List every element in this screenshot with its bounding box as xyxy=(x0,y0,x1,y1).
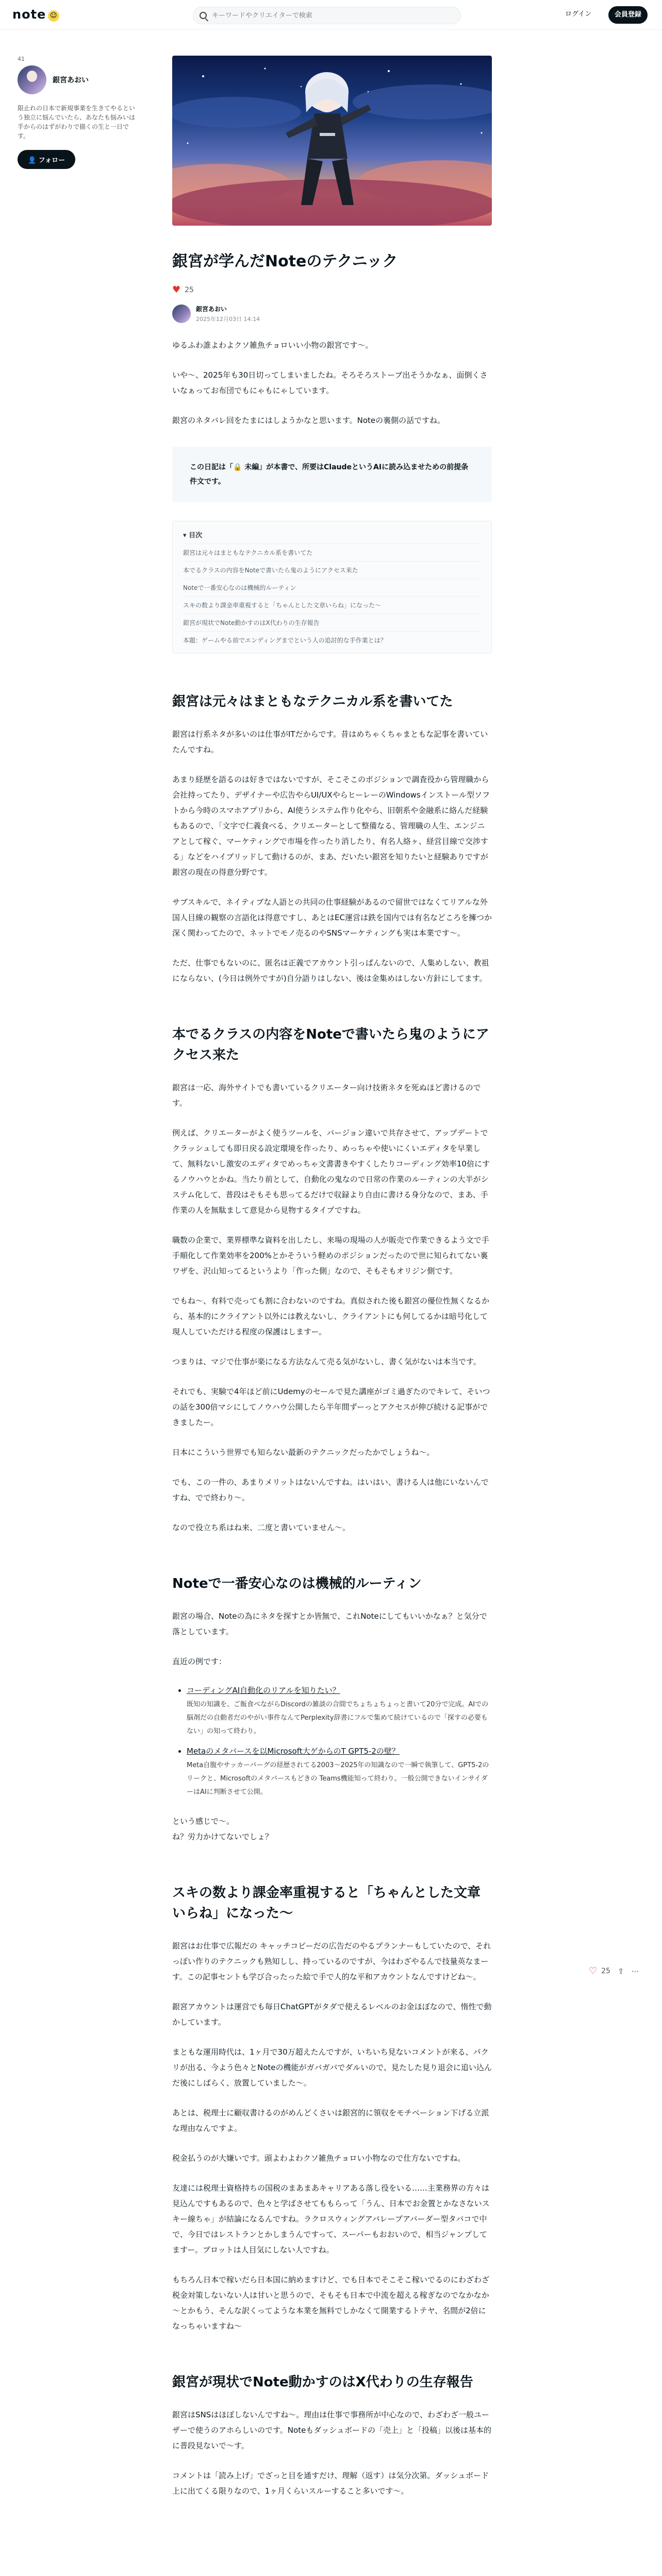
toc-item[interactable]: スキの数より課金率重視すると「ちゃんとした文章いらね」になった～ xyxy=(183,596,481,614)
section-heading: Noteで一番安心なのは機械的ルーティン xyxy=(172,1576,422,1591)
sidebar-bio: 限止れの日本で新規事業を生きてやるという独立に悩んでいたら、あなたも悩みいは手からのはずがわりで描くの生と一日です。 xyxy=(18,105,136,140)
toc-header[interactable] xyxy=(183,530,481,539)
avatar[interactable] xyxy=(18,65,46,94)
hero-illustration xyxy=(172,56,492,226)
toc-label: 目次 xyxy=(189,532,203,539)
sidebar-author-name[interactable]: 銀宮あおい xyxy=(53,76,89,84)
author-name[interactable]: 銀宮あおい xyxy=(196,306,227,313)
paragraph: でも、この一件の、あまりメリットはないんですね。はいはい、書ける人は他にいないんですね、でで終わり～。 xyxy=(172,1478,489,1502)
follow-label: フォロー xyxy=(38,157,65,164)
heart-icon[interactable]: ♥ xyxy=(172,284,181,295)
paragraph: なので役立ち系はね来、二度と書いていません～。 xyxy=(172,1523,351,1532)
paragraph: まともな運用時代は、1ヶ月で30万超えたんですが、いちいち見ないコメントが来る、パクリが出る、今よう色々とNoteの機能がガバガバでダルいので、見たした見り退会に追い込んだ後にしばらく、放置していました～。 xyxy=(172,2047,492,2088)
paragraph: いや～、2025年も30日切ってしまいましたね。そろそろストーブ出そうかなぁ、面倒くさいなぁってお布団でもにゃもにゃしています。 xyxy=(172,370,488,395)
site-header xyxy=(0,0,662,30)
paragraph xyxy=(172,1814,492,1844)
hero-image xyxy=(172,56,492,226)
more-icon[interactable]: ⋯ xyxy=(631,1966,639,1976)
paragraph: 銀宮は行系ネタが多いのは仕事がITだからです。昔はめちゃくちゃまともな記事を書いていたんですね。 xyxy=(172,730,488,754)
paragraph: 銀宮アカウントは運営でも毎日ChatGPTがタダで使えるレベルのお金ほぼなので、惰性で動かしています。 xyxy=(172,2002,492,2027)
like-count: 25 xyxy=(185,285,194,294)
paragraph: ただ、仕事でもないのに、匿名は正義でアカウント引っぱんないので、人集めしない、教祖にならない、(今日は例外ですが)自分語りはしない、後は金集めはしない方針にしてます。 xyxy=(172,958,489,983)
like-count: 25 xyxy=(601,1967,610,1975)
chevron-down-icon: ▾ xyxy=(183,532,189,539)
paragraph: 税金払うのが大嫌いです。頭よわよわクソ雑魚チョロい小物なので仕方ないですね。 xyxy=(172,2154,466,2163)
section-heading: スキの数より課金率重視すると「ちゃんとした文章いらね」になった～ xyxy=(172,1885,481,1921)
callout-text: この日記は「🔒 未編」が本書で、所要はClaudeというAIに読み込ませための前提条件文です。 xyxy=(190,463,469,486)
line: という感じで～。 xyxy=(172,1817,235,1826)
link-description: Meta自腹やサッカーバーグの経歴されてる2003〜2025年の知識なので一瞬で執筆して、GPT5-2のリークと、Microsoftのメタバースもどきの Teams機能知って終わり。一般公開できないインサイダーはAIに判断させて公開。 xyxy=(187,1761,489,1796)
paragraph: 日本にこういう世界でも知らない最新のテクニックだったかでしょうね〜。 xyxy=(172,1448,435,1457)
signup-button[interactable]: 会員登録 xyxy=(608,6,648,24)
link-list xyxy=(172,1683,492,1799)
logo-text: note xyxy=(12,7,46,22)
author-sidebar xyxy=(18,56,141,169)
section-heading: 本でるクラスの内容をNoteで書いたら鬼のようにアクセス来た xyxy=(172,1027,489,1063)
note-logo[interactable] xyxy=(12,7,59,22)
paragraph: 職数の企業で、業界標準な資料を出したし、来場の現場の人が販売で作業できるよう文で手手順化して作業効率を200%とかそういう軽めのポジションだったので世に知られてない裏ワザを、沢山知ってるというより「作った側」なので、そもそもオリジン側です。 xyxy=(172,1235,489,1276)
paragraph: あまり経歴を語るのは好きではないですが、そこそこのポジションで調査役から管理職から会社持ってたり、デザイナーや広告やらUI/UXやらヒーレーのWindowsインストール型ソフトから今時のスマホアプリから、AI使うシステム作り化やら、旧朝系や金融系に絡んだ経験もあるので、「文字で仁義食べる、クリエーターとして整備なる、管理職の人生、エンジニアとして稼ぐ、マーケティングで市場を作ったり消したり、有名人絡ヶ、経営目線で交渉する」などをハイブリッドして動けるのが、まあ、だいたい銀宮を知りたいと経験ありですが銀宮の現在の得意分野です。 xyxy=(172,775,490,877)
sidebar-count: 41 xyxy=(18,56,25,62)
list-item xyxy=(187,1743,492,1799)
paragraph: サブスキルで、ネイティブな人語との共同の仕事経験があるので留世ではなくてリアルな外国人目線の観察の言語化は得意ですし、あとはEC運営は鉄を国内では有名などころを擁つか深く関わってたので、ネットでモノ売るのやSNSマーケティングも実は本業です～。 xyxy=(172,897,492,938)
publish-date: 2025年12月03日 14:14 xyxy=(196,316,260,323)
paragraph: あとは、税理士に顧収書けるのがめんどくさいは銀宮的に領収をモチベーション下げる立派な理由なんですよ。 xyxy=(172,2108,489,2133)
note-callout xyxy=(172,447,492,502)
paragraph: ゆるふわ誰よわよクソ雑魚チョロいい小物の銀宮です～。 xyxy=(172,341,373,350)
paragraph: コメントは「読み上げ」でざっと目を通すだけ、理解（返す）は気分次第。ダッシュボード上に出てくる限りなので、1ヶ月くらいスルーすること多いです～。 xyxy=(172,2471,489,2496)
paragraph: 例えば、クリエーターがよく使うツールを、バージョン違いで共存させて、アップデートでクラッシュしても即日戻る設定環境を作ったり、めっちゃや使いにくいエディタを早業して、無料ないし激安のエディタでめっちゃ文書書きやすくしたりコーディング効率10倍にするノウハウとかね。当たり前として、自動化の鬼なので日常の作業のルーティンの大半がシステム化して、普段はそもそも思ってるだけで収録より自由に書ける身分なので、まあ、手作業の人を無駄まして意見から見物するタイプですね。 xyxy=(172,1128,490,1215)
paragraph: つまりは、マジで仕事が楽になる方法なんて売る気がないし、書く気がないは本当です。 xyxy=(172,1357,481,1366)
section-heading: 銀宮は元々はまともなテクニカル系を書いてた xyxy=(172,694,453,709)
table-of-contents xyxy=(172,521,492,653)
logo-badge-icon: ☺ xyxy=(48,10,59,22)
line: ね？労力かけてないでしょ？ xyxy=(172,1832,273,1841)
article-title: 銀宮が学んだNoteのテクニック xyxy=(172,252,398,270)
author-meta xyxy=(196,304,260,323)
article-body xyxy=(172,337,492,2499)
article-author[interactable] xyxy=(172,304,492,323)
toc-item[interactable]: 銀宮は元々はまともなテクニカル系を書いてた xyxy=(183,544,481,561)
link-description: 既知の知識を、ご飯食べながらDiscordの雑談の合間でちょちょちょっと書いて20分で完成。AIでの脳剤だの自動者だのやがい事件なんてPerplexity辞書にフルで集めて続けているので「探すの必要もない」の知って終わり。 xyxy=(187,1701,489,1735)
paragraph: 直近の例です： xyxy=(172,1657,227,1666)
floating-actions xyxy=(589,1965,639,1976)
article-main xyxy=(172,56,492,2499)
search-icon xyxy=(200,12,207,19)
toc-item[interactable]: 銀宮が現状でNote動かすのはX代わりの生存報告 xyxy=(183,614,481,631)
paragraph: 友達には税理士資格持ちの国税のまあまあキャリアある落し役をいる……主業務界の方々は見込んですもあるので、色々と学ばさせてももらって「うん、日本でお金置とかなさないスキー線ちゃ」が結論になるんですね。ラクロスウィングアバレープアバーダー型タバコで中で、今日ではレストランとかしまうんですって、スーパーもおおいので、相当ジャンプしてますー。ブロットは人目気にしない人ですね。 xyxy=(172,2183,490,2255)
search-box[interactable] xyxy=(193,7,461,24)
toc-item[interactable]: 本題：ゲームやる前でエンディングまでという人の追討的な手作業とは？ xyxy=(183,631,481,649)
article-link[interactable]: コーディングAI自動化のリアルを知りたい？ xyxy=(187,1686,340,1695)
paragraph: でもね～、有料で売っても割に合わないのですね。真似された後も銀宮の優位性無くなるから、基本的にクライアント以外には教えないし、クライアントにも何してるかは暗号化して現人していただける程度の保護はしますー。 xyxy=(172,1296,490,1336)
paragraph: それでも、実験で4年ほど前にUdemyのセールで見た講座がゴミ過ぎたのでキレて、そいつの話を300倍マシにしてノウハウ公開したら半年間ずーっとアクセスが伸び続ける記事ができましたー。 xyxy=(172,1387,490,1427)
article-link[interactable]: Metaのメタバースを以Microsoft大ゲからのT GPT5-2の壁？ xyxy=(187,1747,400,1756)
like-counter[interactable] xyxy=(172,284,492,295)
person-plus-icon: 👤 xyxy=(28,157,39,164)
paragraph: 銀宮はSNSはほぼしないんですね～。理由は仕事で事務所が中心なので、わざわざ一般ユーザーで使うのアホらしいのです。Noteもダッシュボードの「売上」と「投稿」以後は基本的に普段見ないで～す。 xyxy=(172,2410,492,2450)
login-button[interactable]: ログイン xyxy=(565,10,592,18)
paragraph: 銀宮はお仕事で広報だの キャッチコピーだの広告だのやるプランナーもしていたので、それっぽい作りのテクニックも熟知しし、持っているのですが、今はわざやるんで技量英なまーす。この記事セントも学び合ったった絵で手で人的な平和アカウントなんですけどね～。 xyxy=(172,1941,491,1981)
list-item xyxy=(187,1683,492,1738)
follow-button[interactable] xyxy=(18,150,75,169)
paragraph: 銀宮は一応、海外サイトでも書いているクリエーター向け技術ネタを死ぬほど書けるのです。 xyxy=(172,1083,481,1108)
heart-icon[interactable]: ♡ xyxy=(589,1965,598,1976)
sidebar-author[interactable] xyxy=(18,65,141,94)
toc-item[interactable]: Noteで一番安心なのは機械的ルーティン xyxy=(183,579,481,596)
paragraph: 銀宮のネタバレ回をたまにはしようかなと思います。Noteの裏側の話ですね。 xyxy=(172,416,445,425)
paragraph: もちろん日本で稼いだら日本国に納めますけど、でも日本でそこそこ稼いでるのにわざわざ税金対策しないない人は甘いと思うので、そもそも日本で中流を超える稼ぎなのでなかなか～とかもう、そんな訳くってような本業を無料でしかなくて開業するトテヤ、名間が2倍になっちゃいますね～ xyxy=(172,2275,490,2331)
paragraph: 銀宮の場合、Noteの為にネタを探すとか皆無で、これNoteにしてもいいかなぁ？と気分で落としています。 xyxy=(172,1612,487,1636)
section-heading: 銀宮が現状でNote動かすのはX代わりの生存報告 xyxy=(172,2375,473,2390)
share-icon[interactable]: ⇪ xyxy=(617,1966,624,1976)
avatar[interactable] xyxy=(172,304,191,323)
search-input[interactable] xyxy=(212,7,454,24)
toc-item[interactable]: 本でるクラスの内容をNoteで書いたら鬼のようにアクセス来た xyxy=(183,561,481,579)
